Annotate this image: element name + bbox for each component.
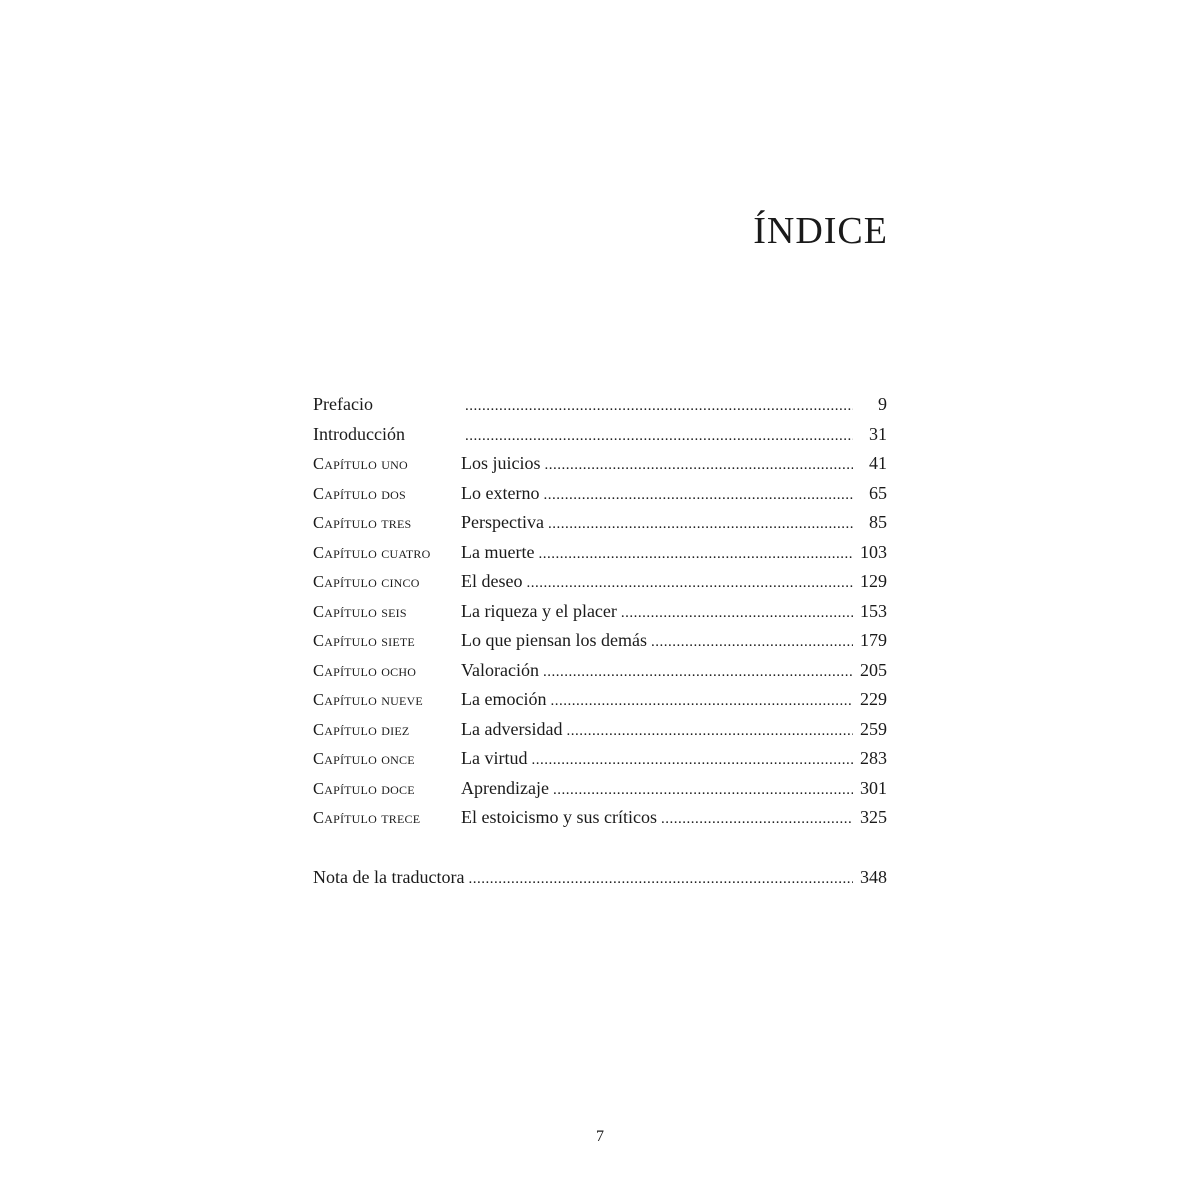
toc-entry-chapter-11[interactable] — [313, 748, 887, 778]
toc-entry-chapter-1[interactable] — [313, 453, 887, 483]
dot-leader — [550, 693, 853, 710]
toc-page-number: 85 — [869, 512, 887, 532]
toc-page-number: 129 — [860, 571, 887, 591]
chapter-title: Lo que piensan los demás — [461, 630, 647, 650]
chapter-label: Capítulo cinco — [313, 572, 420, 591]
toc-entry-chapter-13[interactable] — [313, 807, 887, 837]
table-of-contents — [313, 394, 887, 896]
chapter-label: Capítulo siete — [313, 631, 415, 650]
chapter-title: Aprendizaje — [461, 777, 549, 798]
chapter-title: Perspectiva — [461, 512, 544, 532]
chapter-title: El estoicismo y sus críticos — [461, 807, 657, 827]
chapter-title: Lo externo — [461, 482, 540, 503]
toc-entry-chapter-2[interactable] — [313, 483, 887, 513]
page-number: 7 — [596, 1128, 604, 1145]
dot-leader — [465, 398, 853, 415]
toc-page-number: 65 — [869, 482, 887, 503]
toc-entry-label: Prefacio — [313, 394, 373, 414]
chapter-title: El deseo — [461, 571, 523, 591]
toc-entry-chapter-5[interactable] — [313, 571, 887, 601]
dot-leader — [468, 871, 853, 888]
toc-page-number: 205 — [860, 659, 887, 680]
toc-page-number: 103 — [860, 541, 887, 562]
toc-page-number: 9 — [878, 394, 887, 414]
chapter-label: Capítulo dos — [313, 483, 406, 503]
dot-leader — [661, 811, 853, 828]
toc-page-number: 325 — [860, 807, 887, 827]
chapter-title: La emoción — [461, 689, 547, 709]
toc-page-number: 41 — [869, 453, 887, 473]
dot-leader — [465, 428, 853, 445]
dot-leader — [526, 575, 853, 592]
chapter-label: Capítulo ocho — [313, 660, 417, 680]
toc-page-number: 179 — [860, 630, 887, 650]
chapter-title: La muerte — [461, 541, 535, 562]
toc-page-number: 31 — [869, 423, 887, 444]
chapter-label: Capítulo tres — [313, 513, 412, 532]
chapter-label: Capítulo seis — [313, 601, 407, 621]
chapter-label: Capítulo once — [313, 749, 415, 768]
chapter-label: Capítulo uno — [313, 454, 408, 473]
toc-page-number: 283 — [860, 748, 887, 768]
dot-leader — [545, 457, 854, 474]
toc-entry-chapter-4[interactable] — [313, 542, 887, 572]
toc-entry-introduccion[interactable] — [313, 424, 887, 454]
chapter-label: Capítulo trece — [313, 808, 421, 827]
toc-entry-chapter-9[interactable] — [313, 689, 887, 719]
toc-entry-prefacio[interactable] — [313, 394, 887, 424]
chapter-title: La adversidad — [461, 718, 563, 739]
dot-leader — [543, 487, 853, 504]
toc-page-number: 301 — [860, 777, 887, 798]
chapter-title: Valoración — [461, 659, 539, 680]
dot-leader — [566, 723, 853, 740]
dot-leader — [543, 664, 853, 681]
chapter-label: Capítulo diez — [313, 719, 410, 739]
chapter-title: Los juicios — [461, 453, 541, 473]
toc-entry-label: Introducción — [313, 423, 405, 444]
toc-page-number: 259 — [860, 718, 887, 739]
page-title: ÍNDICE — [753, 210, 888, 252]
toc-entry-chapter-10[interactable] — [313, 719, 887, 749]
toc-page-number: 229 — [860, 689, 887, 709]
dot-leader — [651, 634, 853, 651]
toc-entry-nota-traductora[interactable] — [313, 867, 887, 897]
dot-leader — [538, 546, 853, 563]
toc-entry-title: Nota de la traductora — [313, 866, 465, 887]
chapter-label: Capítulo nueve — [313, 690, 423, 709]
toc-spacer — [313, 837, 887, 867]
chapter-title: La riqueza y el placer — [461, 600, 617, 621]
toc-entry-chapter-3[interactable] — [313, 512, 887, 542]
toc-page-number: 153 — [860, 600, 887, 621]
toc-page-number: 348 — [860, 866, 887, 887]
dot-leader — [531, 752, 853, 769]
dot-leader — [548, 516, 853, 533]
dot-leader — [621, 605, 853, 622]
chapter-title: La virtud — [461, 748, 528, 768]
dot-leader — [553, 782, 853, 799]
toc-entry-chapter-6[interactable] — [313, 601, 887, 631]
toc-entry-chapter-7[interactable] — [313, 630, 887, 660]
toc-entry-chapter-12[interactable] — [313, 778, 887, 808]
chapter-label: Capítulo cuatro — [313, 542, 431, 562]
chapter-label: Capítulo doce — [313, 778, 415, 798]
toc-entry-chapter-8[interactable] — [313, 660, 887, 690]
